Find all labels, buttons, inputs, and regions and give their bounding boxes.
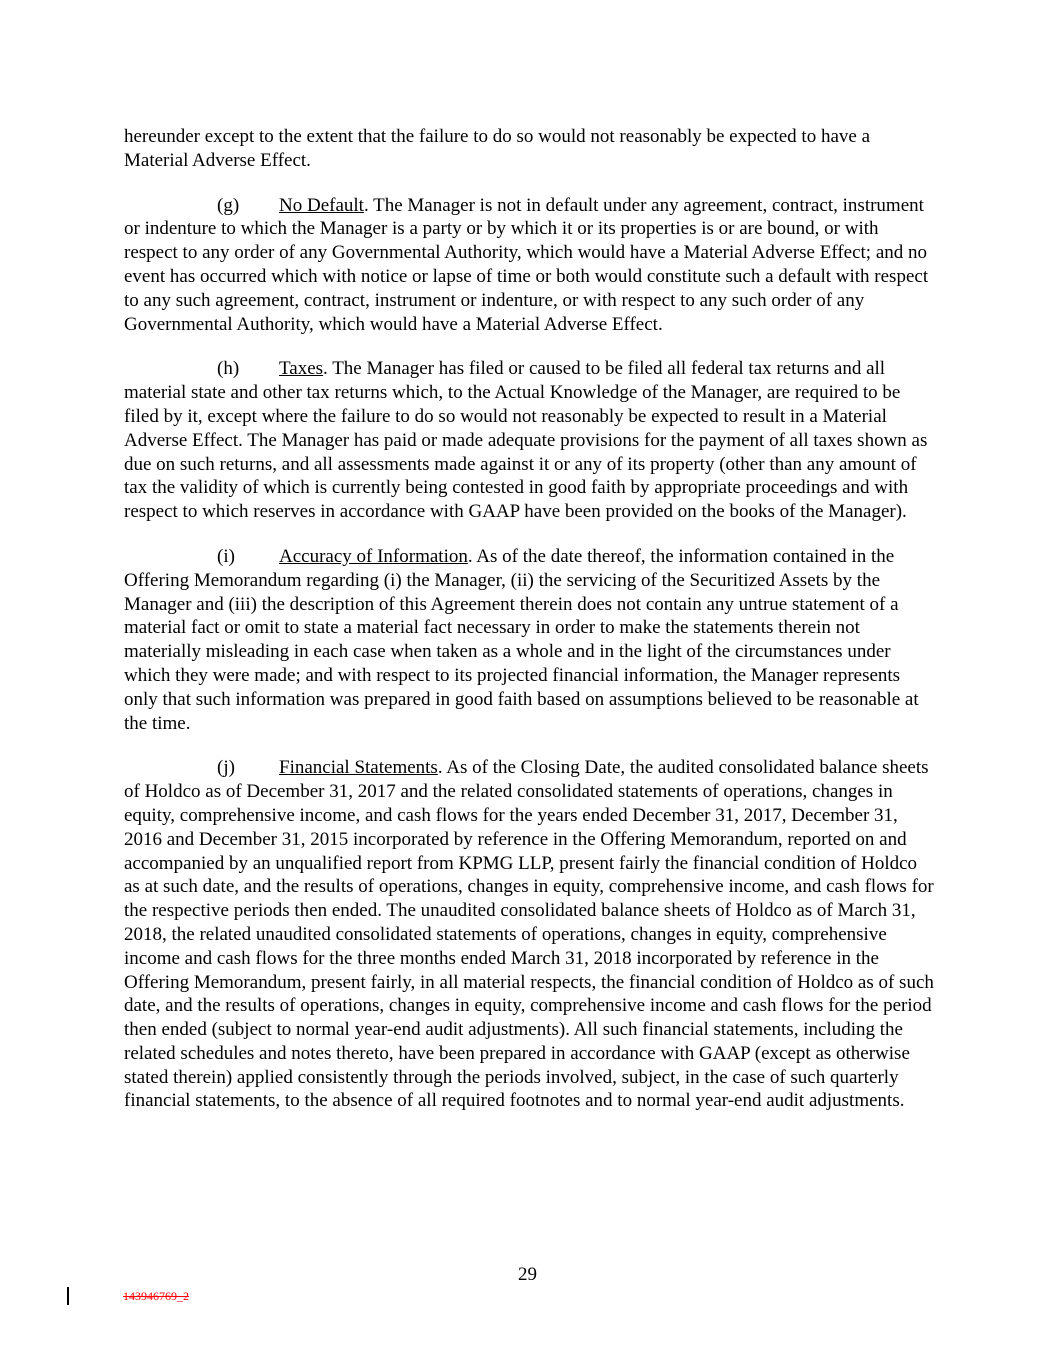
revision-change-bar: [67, 1287, 69, 1305]
paragraph-text: . The Manager has filed or caused to be filed all federal tax returns and all material state and other tax returns which, to the Actual Knowledge of the Manager, are required to be filed by it, except where the failure to do so would not reasonably be expected to result in a Material Adverse Effect. The Manager has paid or made adequate provisions for the payment of all taxes shown as due on such returns, and all assessments made against it or any of its property (other than any amount of tax the validity of which is currently being contested in good faith by appropriate proceedings and with respect to which reserves in accordance with GAAP have been provided on the books of the Manager).: [124, 358, 928, 523]
section-label: (g): [217, 194, 240, 216]
paragraph-continuation: [124, 125, 934, 173]
document-id: 143946769_2: [123, 1289, 189, 1303]
section-heading: Accuracy of Information: [279, 545, 468, 567]
paragraph-text: . The Manager is not in default under any agreement, contract, instrument or indenture to which the Manager is a party or by which it or its properties is or are bound, or with respect to any order of any Governmental Authority, which would have a Material Adverse Effect; and no event has occurred which with notice or lapse of time or both would constitute such a default with respect to any such agreement, contract, instrument or indenture, or with respect to any such order of any Governmental Authority, which would have a Material Adverse Effect.: [124, 194, 929, 335]
page-number: 29: [518, 1264, 537, 1285]
paragraph-j-financial-statements: [124, 756, 934, 1113]
document-body: [124, 125, 934, 1134]
section-heading: Taxes: [279, 358, 324, 380]
paragraph-text: hereunder except to the extent that the failure to do so would not reasonably be expected to have a Material Adverse Effect.: [124, 126, 871, 171]
paragraph-text: . As of the Closing Date, the audited consolidated balance sheets of Holdco as of December 31, 2017 and the related consolidated statements of operations, changes in equity, comprehensive income, and cash flows for the years ended December 31, 2017, December 31, 2016 and December 31, 2015 incorporated by reference in the Offering Memorandum, reported on and accompanied by an unqualified report from KPMG LLP, present fairly the financial condition of Holdco as at such date, and the results of operations, changes in equity, comprehensive income, and cash flows for the respective periods then ended. The unaudited consolidated balance sheets of Holdco as of March 31, 2018, the related unaudited consolidated statements of operations, changes in equity, comprehensive income and cash flows for the three months ended March 31, 2018 incorporated by reference in the Offering Memorandum, present fairly, in all material respects, the financial condition of Holdco as of such date, and the results of operations, changes in equity, comprehensive income and cash flows for the period then ended (subject to normal year-end audit adjustments). All such financial statements, including the related schedules and notes thereto, have been prepared in accordance with GAAP (except as otherwise stated therein) applied consistently through the periods involved, subject, in the case of such quarterly financial statements, to the absence of all required footnotes and to normal year-end audit adjustments.: [124, 757, 934, 1112]
paragraph-h-taxes: [124, 357, 934, 524]
section-label: (j): [217, 757, 235, 779]
paragraph-g-no-default: [124, 194, 934, 337]
paragraph-text: . As of the date thereof, the information contained in the Offering Memorandum regarding (i) the Manager, (ii) the servicing of the Securitized Assets by the Manager and (iii) the description of this Agreement therein does not contain any untrue statement of a material fact or omit to state a material fact necessary in order to make the statements therein not materially misleading in each case when taken as a whole and in the light of the circumstances under which they were made; and with respect to its projected financial information, the Manager represents only that such information was prepared in good faith based on assumptions believed to be reasonable at the time.: [124, 545, 919, 734]
section-label: (i): [217, 545, 235, 567]
section-label: (h): [217, 358, 240, 380]
paragraph-i-accuracy-of-information: [124, 545, 934, 735]
section-heading: No Default: [279, 194, 364, 216]
section-heading: Financial Statements: [279, 757, 438, 779]
